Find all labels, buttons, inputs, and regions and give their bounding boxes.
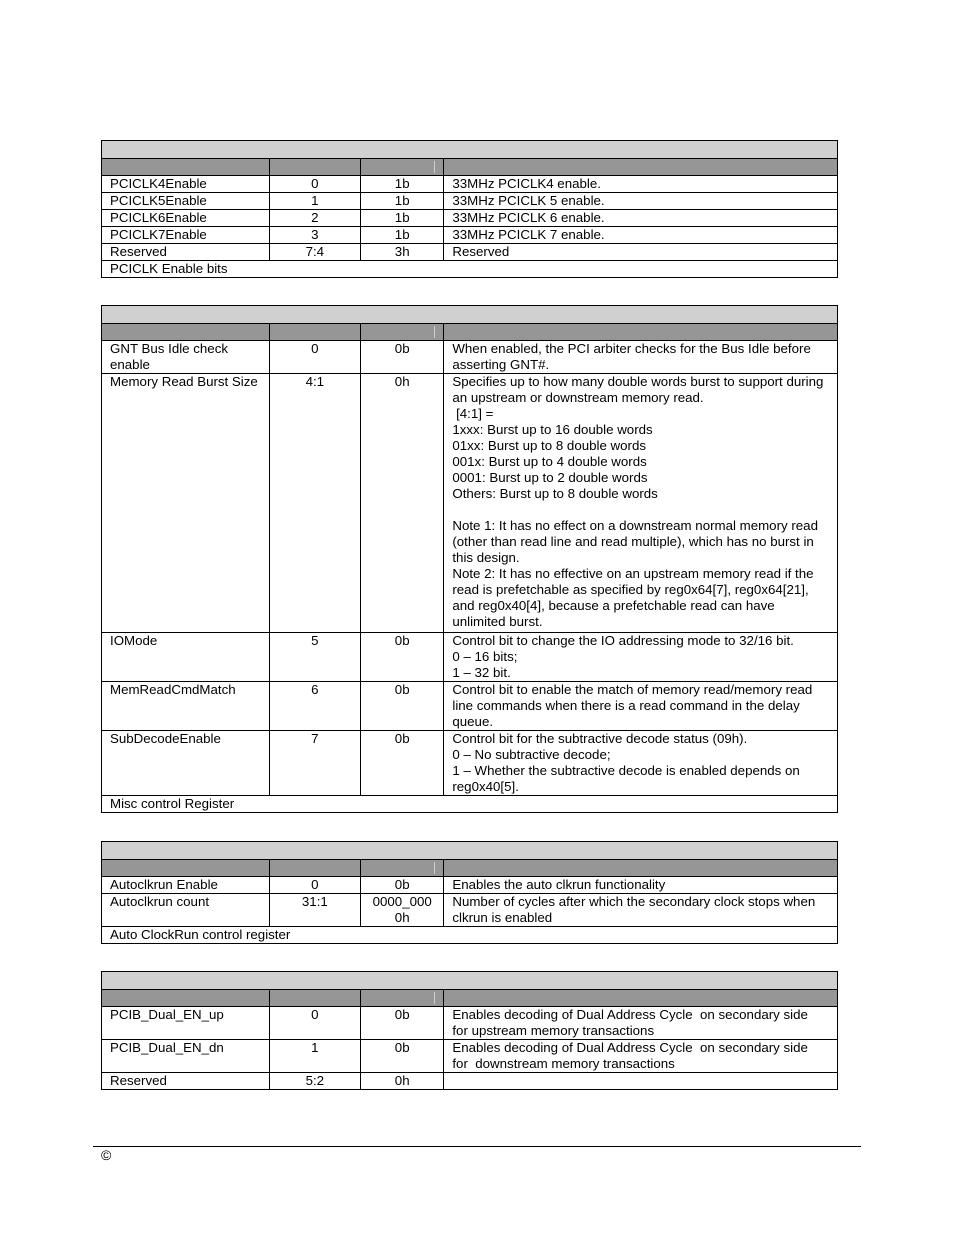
table-row — [102, 682, 838, 731]
description-line: Specifies up to how many double words burst to support during an upstream or downstream memory read. — [452, 374, 828, 405]
description-line: 0 – 16 bits; — [452, 649, 518, 664]
table-title-bar — [102, 141, 838, 159]
default-value-cell: 1b — [361, 193, 444, 210]
field-name-cell: Reserved — [102, 244, 270, 261]
description-line: Control bit to change the IO addressing mode to 32/16 bit. — [452, 633, 794, 648]
field-name-cell: Autoclkrun count — [102, 894, 270, 927]
default-value-cell: 0b — [361, 682, 444, 731]
description-line: 33MHz PCICLK 6 enable. — [452, 210, 605, 225]
table-row — [102, 244, 838, 261]
field-name-cell: PCICLK4Enable — [102, 176, 270, 193]
description-line — [452, 502, 829, 518]
table-footer-row — [102, 261, 838, 278]
table-row — [102, 193, 838, 210]
description-line: 0 – No subtractive decode; — [452, 747, 611, 762]
table-header-row — [102, 990, 838, 1007]
field-name-cell: Autoclkrun Enable — [102, 877, 270, 894]
default-value-cell: 0b — [361, 1040, 444, 1073]
table-footer-row — [102, 796, 838, 813]
description-line — [452, 1073, 829, 1089]
table-row — [102, 894, 838, 927]
default-value-cell: 0h — [361, 374, 444, 633]
description-line: Control bit to enable the match of memory read/memory read line commands when there is a read command in the delay queue. — [452, 682, 816, 729]
description-line: 0001: Burst up to 2 double words — [452, 470, 648, 485]
description-cell — [444, 341, 838, 374]
default-value-cell: 0000_000 0h — [361, 894, 444, 927]
description-cell — [444, 1040, 838, 1073]
description-line: Note 2: It has no effective on an upstream memory read if the read is prefetchable as specified by reg0x64[7], reg0x64[21], and reg0x40[4], because a prefetchable read can have unlimited burst. — [452, 566, 818, 629]
table-title-bar — [102, 842, 838, 860]
table-row — [102, 210, 838, 227]
table-body — [102, 341, 838, 813]
description-cell — [444, 877, 838, 894]
register-table-auto-clockrun — [101, 841, 838, 944]
description-cell — [444, 682, 838, 731]
description-cell — [444, 731, 838, 796]
bits-cell: 0 — [269, 877, 360, 894]
table-caption: Auto ClockRun control register — [102, 927, 838, 944]
description-line: Enables the auto clkrun functionality — [452, 877, 666, 892]
table-row — [102, 374, 838, 633]
field-name-cell: IOMode — [102, 633, 270, 682]
description-line: 1 – 32 bit. — [452, 665, 511, 680]
default-value-cell: 0b — [361, 633, 444, 682]
table-row — [102, 877, 838, 894]
description-cell — [444, 244, 838, 261]
description-line: 33MHz PCICLK 5 enable. — [452, 193, 605, 208]
field-name-cell: MemReadCmdMatch — [102, 682, 270, 731]
bits-cell: 1 — [269, 1040, 360, 1073]
bits-cell: 5:2 — [269, 1073, 360, 1090]
table-caption: Misc control Register — [102, 796, 838, 813]
bits-cell: 0 — [269, 1007, 360, 1040]
description-line: When enabled, the PCI arbiter checks for the Bus Idle before asserting GNT#. — [452, 341, 815, 372]
bits-cell: 31:1 — [269, 894, 360, 927]
bits-cell: 3 — [269, 227, 360, 244]
bits-cell: 0 — [269, 176, 360, 193]
register-table-misc-control — [101, 305, 838, 813]
bits-cell: 4:1 — [269, 374, 360, 633]
default-value-cell: 3h — [361, 244, 444, 261]
description-line: 01xx: Burst up to 8 double words — [452, 438, 647, 453]
description-line: 33MHz PCICLK 7 enable. — [452, 227, 605, 242]
register-table-dual-address — [101, 971, 838, 1090]
copyright-symbol: © — [101, 1147, 112, 1163]
bits-cell: 5 — [269, 633, 360, 682]
field-name-cell: GNT Bus Idle check enable — [102, 341, 270, 374]
field-name-cell: PCIB_Dual_EN_up — [102, 1007, 270, 1040]
table-row — [102, 633, 838, 682]
description-cell — [444, 210, 838, 227]
description-cell — [444, 227, 838, 244]
description-line: 1xxx: Burst up to 16 double words — [452, 422, 653, 437]
table-caption: PCICLK Enable bits — [102, 261, 838, 278]
description-line: Enables decoding of Dual Address Cycle on secondary side for upstream memory transactions — [452, 1007, 816, 1038]
table-header-row — [102, 860, 838, 877]
description-line: Others: Burst up to 8 double words — [452, 486, 658, 501]
footer-divider — [93, 1146, 861, 1147]
table-footer-row — [102, 927, 838, 944]
table-header-row — [102, 159, 838, 176]
default-value-cell: 0h — [361, 1073, 444, 1090]
bits-cell: 2 — [269, 210, 360, 227]
table-row — [102, 1007, 838, 1040]
register-table-pciclk-enable — [101, 140, 838, 278]
description-line: 001x: Burst up to 4 double words — [452, 454, 647, 469]
description-cell — [444, 894, 838, 927]
table-row — [102, 341, 838, 374]
field-name-cell: SubDecodeEnable — [102, 731, 270, 796]
description-line: 1 – Whether the subtractive decode is enabled depends on reg0x40[5]. — [452, 763, 804, 794]
default-value-cell: 1b — [361, 176, 444, 193]
field-name-cell: PCICLK6Enable — [102, 210, 270, 227]
table-body — [102, 877, 838, 944]
table-row — [102, 227, 838, 244]
description-cell — [444, 1073, 838, 1090]
field-name-cell: PCIB_Dual_EN_dn — [102, 1040, 270, 1073]
bits-cell: 7:4 — [269, 244, 360, 261]
description-cell — [444, 374, 838, 633]
bits-cell: 7 — [269, 731, 360, 796]
bits-cell: 6 — [269, 682, 360, 731]
table-row — [102, 731, 838, 796]
table-title-bar — [102, 972, 838, 990]
field-name-cell: Reserved — [102, 1073, 270, 1090]
description-line: Control bit for the subtractive decode status (09h). — [452, 731, 748, 746]
default-value-cell: 0b — [361, 1007, 444, 1040]
description-cell — [444, 633, 838, 682]
default-value-cell: 0b — [361, 877, 444, 894]
field-name-cell: PCICLK5Enable — [102, 193, 270, 210]
table-body — [102, 176, 838, 278]
table-row — [102, 1040, 838, 1073]
table-row — [102, 1073, 838, 1090]
description-line: Reserved — [452, 244, 510, 259]
description-cell — [444, 1007, 838, 1040]
bits-cell: 1 — [269, 193, 360, 210]
field-name-cell: Memory Read Burst Size — [102, 374, 270, 633]
default-value-cell: 0b — [361, 731, 444, 796]
table-row — [102, 176, 838, 193]
default-value-cell: 1b — [361, 227, 444, 244]
bits-cell: 0 — [269, 341, 360, 374]
table-body — [102, 1007, 838, 1090]
field-name-cell: PCICLK7Enable — [102, 227, 270, 244]
description-line: Number of cycles after which the secondary clock stops when clkrun is enabled — [452, 894, 819, 925]
default-value-cell: 1b — [361, 210, 444, 227]
description-line: [4:1] = — [452, 406, 494, 421]
description-line: 33MHz PCICLK4 enable. — [452, 176, 601, 191]
description-cell — [444, 193, 838, 210]
table-header-row — [102, 324, 838, 341]
description-line: Enables decoding of Dual Address Cycle on secondary side for downstream memory transactions — [452, 1040, 816, 1071]
description-line: Note 1: It has no effect on a downstream normal memory read (other than read line and read multiple), which has no burst in this design. — [452, 518, 822, 565]
default-value-cell: 0b — [361, 341, 444, 374]
table-title-bar — [102, 306, 838, 324]
description-cell — [444, 176, 838, 193]
